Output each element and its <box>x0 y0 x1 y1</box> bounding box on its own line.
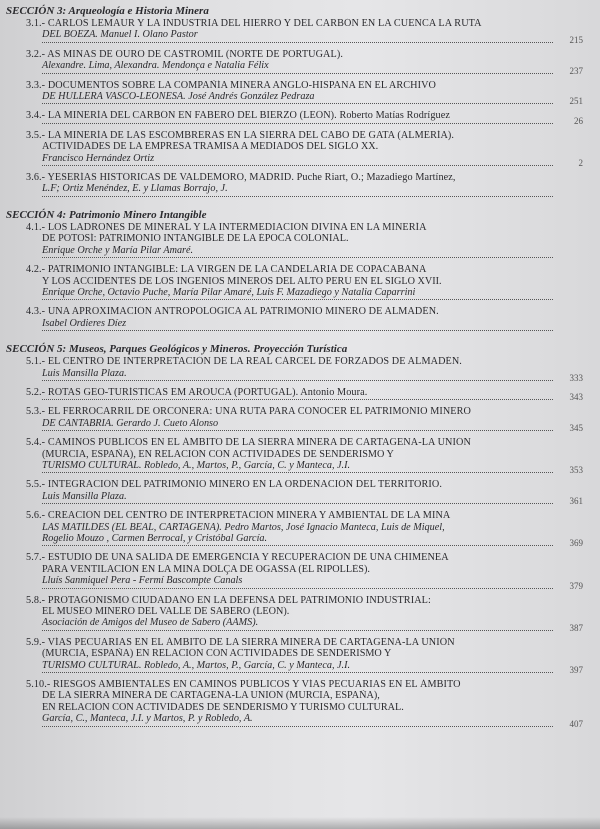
entry-title-line: 3.6.- YESERÍAS HISTÓRICAS DE VALDEMORO, MADRID. Puche Riart, O.; Mazadiego Martínez, <box>26 172 456 184</box>
page-number: 397 <box>569 665 583 676</box>
entry-line: DE HULLERA VASCO-LEONESA. José Andrés González Pedraza <box>42 91 315 103</box>
dot-leader <box>42 503 553 504</box>
entry-line: Rogelio Mouzo , Carmen Berrocal, y Cristóbal García. <box>42 533 268 544</box>
entry-line: Luis Mansilla Plaza. <box>42 367 127 379</box>
page-number: 361 <box>569 496 583 507</box>
entry-line: Luis Mansilla Plaza. <box>42 490 127 502</box>
entry-line: Francisco Hernández Ortiz <box>42 152 155 164</box>
entry-line: DE POTOSÍ: PATRIMONIO INTANGIBLE DE LA ÉPOCA COLONIAL. <box>42 233 349 245</box>
page-number: 251 <box>569 96 583 107</box>
entry-line: DE CANTABRIA. Gerardo J. Cueto Alonso <box>42 417 219 429</box>
entry-title-line: 3.2.- AS MINAS DE OURO DE CASTROMIL (NORTE DE PORTUGAL). <box>26 48 343 60</box>
entry-title-line: 5.2.- ROTAS GEO-TURÍSTICAS EM AROUCA (PORTUGAL). Antonio Moura. <box>26 386 368 398</box>
entry-title-line: 5.5.- INTEGRACIÓN DEL PATRIMONIO MINERO EN LA ORDENACIÓN DEL TERRITORIO. <box>26 479 442 491</box>
toc-entry[interactable] <box>26 437 583 476</box>
dot-leader <box>42 330 553 331</box>
section-title: SECCIÓN 3: Arqueología e Historia Minera <box>6 5 209 17</box>
entry-line: (MURCIA, ESPAÑA) EN RELACIÓN CON ACTIVIDADES DE SENDERISMO Y <box>42 648 392 660</box>
dot-leader <box>42 42 553 43</box>
entry-gap <box>6 197 591 203</box>
entry-title-line: 5.10.- RIESGOS AMBIENTALES EN CAMINOS PÚBLICOS Y VÍAS PECUARIAS EN EL ÁMBITO <box>26 679 461 691</box>
toc-entry[interactable] <box>26 510 583 549</box>
entry-title-line: 5.6.- CREACIÓN DEL CENTRO DE INTERPRETACIÓN MINERA Y AMBIENTAL DE LA MINA <box>26 510 451 522</box>
entry-title-line: 5.3.- EL FERROCARRIL DE ORCONERA: UNA RUTA PARA CONOCER EL PATRIMONIO MINERO <box>26 406 471 418</box>
toc-entry[interactable] <box>26 110 583 126</box>
table-of-contents <box>6 5 591 733</box>
dot-leader <box>42 630 553 631</box>
toc-entry[interactable] <box>26 79 583 107</box>
entry-line: L.F; Ortiz Menéndez, E. y Llamas Borrajo, J. <box>42 183 228 195</box>
toc-entry[interactable] <box>26 406 583 434</box>
entry-title-line: 5.4.- CAMINOS PÚBLICOS EN EL ÁMBITO DE LA SIERRA MINERA DE CARTAGENA-LA UNIÓN <box>26 437 471 449</box>
toc-entry[interactable] <box>26 129 583 169</box>
toc-entry[interactable] <box>26 479 583 507</box>
toc-entry[interactable] <box>26 679 583 729</box>
dot-leader <box>42 73 553 74</box>
dot-leader <box>42 257 553 258</box>
page-number: 343 <box>569 392 583 403</box>
page-number: 26 <box>574 115 583 126</box>
dot-leader <box>42 430 553 431</box>
toc-entry[interactable] <box>26 264 577 300</box>
toc-entry[interactable] <box>26 306 577 331</box>
entry-line: EL MUSEO MINERO DEL VALLE DE SABERO (LEÓN). <box>42 606 290 618</box>
dot-leader <box>42 588 553 589</box>
page-number: 345 <box>569 423 583 434</box>
page-number: 407 <box>569 718 583 729</box>
toc-entry[interactable] <box>26 222 577 258</box>
toc-entry[interactable] <box>26 552 583 591</box>
entry-line: TURISMO CULTURAL. Robledo, A., Martos, P., García, C. y Manteca, J.I. <box>42 459 351 471</box>
entry-gap <box>6 727 591 733</box>
toc-entry[interactable] <box>26 18 583 45</box>
entry-line: Enrique Orche y María Pilar Amaré. <box>42 244 194 256</box>
dot-leader <box>42 380 553 381</box>
entry-title-line: 5.9.- VÍAS PECUARIAS EN EL ÁMBITO DE LA SIERRA MINERA DE CARTAGENA-LA UNIÓN <box>26 636 455 648</box>
dot-leader <box>42 299 553 300</box>
entry-line: García, C., Manteca, J.I. y Martos, P. y Robledo, A. <box>42 713 253 725</box>
entry-line: Enrique Orche, Octavio Puche, María Pilar Amaré, Luis F. Mazadiego y Natalia Caparrini <box>42 286 416 298</box>
toc-entry[interactable] <box>26 636 583 676</box>
dot-leader <box>42 196 553 197</box>
entry-title-line: 3.4.- LA MINERÍA DEL CARBÓN EN FABERO DEL BIERZO (LEÓN). Roberto Matías Rodríguez <box>26 110 450 122</box>
page-number: 215 <box>569 34 583 45</box>
entry-line: Lluís Sanmiquel Pera - Fermí Bascompte Canals <box>42 575 243 587</box>
entry-title-line: 4.3.- UNA APROXIMACIÓN ANTROPOLÓGICA AL PATRIMONIO MINERO DE ALMADÉN. <box>26 306 439 318</box>
page-shadow <box>0 817 600 829</box>
entry-line: ACTIVIDADES DE LA EMPRESA TRAMISA A MEDIADOS DEL SIGLO XX. <box>42 141 379 153</box>
section-title: SECCIÓN 4: Patrimonio Minero Intangible <box>6 208 207 221</box>
entry-title-line: 3.1.- CARLOS LEMAUR Y LA INDUSTRIA DEL HIERRO Y DEL CARBÓN EN LA CUENCA LA RUTA <box>26 18 482 29</box>
entry-title-line: 4.1.- LOS LADRONES DE MINERAL Y LA INTERMEDIACIÓN DIVINA EN LA MINERÍA <box>26 221 427 233</box>
toc-entry[interactable] <box>26 172 577 197</box>
entry-line: Alexandre. Lima, Alexandra. Mendonça e Natalia Félix <box>42 60 269 72</box>
dot-leader <box>42 672 553 673</box>
dot-leader <box>42 103 553 104</box>
page-number: 369 <box>569 538 583 549</box>
dot-leader <box>42 472 553 473</box>
entry-title-line: 3.3.- DOCUMENTOS SOBRE LA COMPAÑÍA MINERA ANGLO-HISPANA EN EL ARCHIVO <box>26 79 437 91</box>
page-number: 379 <box>569 580 583 591</box>
entry-line: TURISMO CULTURAL. Robledo, A., Martos, P., García, C. y Manteca, J.I. <box>42 659 351 671</box>
entry-line: DE LA SIERRA MINERA DE CARTAGENA-LA UNIÓN (MURCIA, ESPAÑA), <box>42 690 380 702</box>
dot-leader <box>42 165 553 166</box>
entry-title-line: 5.1.- EL CENTRO DE INTERPRETACIÓN DE LA REAL CÁRCEL DE FORZADOS DE ALMADÉN. <box>26 356 462 368</box>
page-number: 387 <box>569 622 583 633</box>
entry-line: Isabel Ordieres Díez <box>42 317 127 329</box>
dot-leader <box>42 123 553 124</box>
entry-title-line: 5.8.- PROTAGONISMO CIUDADANO EN LA DEFENSA DEL PATRIMONIO INDUSTRIAL: <box>26 594 431 606</box>
entry-line: (MURCIA, ESPAÑA), EN RELACIÓN CON ACTIVIDADES DE SENDERISMO Y <box>42 448 394 460</box>
entry-line: PARA VENTILACIÓN EN LA MINA DOLÇA DE OGASSA (EL RIPOLLÈS). <box>42 563 370 575</box>
page-number: 237 <box>569 65 583 76</box>
page-number: 333 <box>569 372 583 383</box>
entry-title-line: 3.5.- LA MINERÍA DE LAS ESCOMBRERAS EN LA SIERRA DEL CABO DE GATA (ALMERÍA). <box>26 129 455 141</box>
entry-line: EN RELACIÓN CON ACTIVIDADES DE SENDERISMO Y TURISMO CULTURAL. <box>42 701 404 713</box>
entry-line: Asociación de Amigos del Museo de Sabero (AAMS). <box>42 617 259 629</box>
entry-gap <box>6 331 591 337</box>
section-title: SECCIÓN 5: Museos, Parques Geológicos y Mineros. Proyección Turística <box>6 343 348 356</box>
toc-entry[interactable] <box>26 594 583 633</box>
dot-leader <box>42 726 553 727</box>
dot-leader <box>42 399 553 400</box>
toc-entry[interactable] <box>26 48 583 76</box>
entry-line: Y LOS ACCIDENTES DE LOS INGENIOS MINEROS DEL ALTO PERÚ EN EL SIGLO XVII. <box>42 275 442 287</box>
entry-title-line: 5.7.- ESTUDIO DE UNA SALIDA DE EMERGENCIA Y RECUPERACIÓN DE UNA CHIMENEA <box>26 552 449 564</box>
entry-line: LAS MATILDES (EL BEAL, CARTAGENA). Pedro Martos, José Ignacio Manteca, Luis de Miquel, <box>42 521 445 533</box>
page-number: 2 <box>578 158 583 169</box>
dot-leader <box>42 545 553 546</box>
entry-line: DEL BOEZA. Manuel I. Olano Pastor <box>42 29 198 41</box>
toc-entry[interactable] <box>26 356 583 383</box>
toc-entry[interactable] <box>26 386 583 403</box>
page-number: 353 <box>569 465 583 476</box>
entry-title-line: 4.2.- PATRIMONIO INTANGIBLE: LA VIRGEN DE LA CANDELARIA DE COPACABANA <box>26 264 427 276</box>
